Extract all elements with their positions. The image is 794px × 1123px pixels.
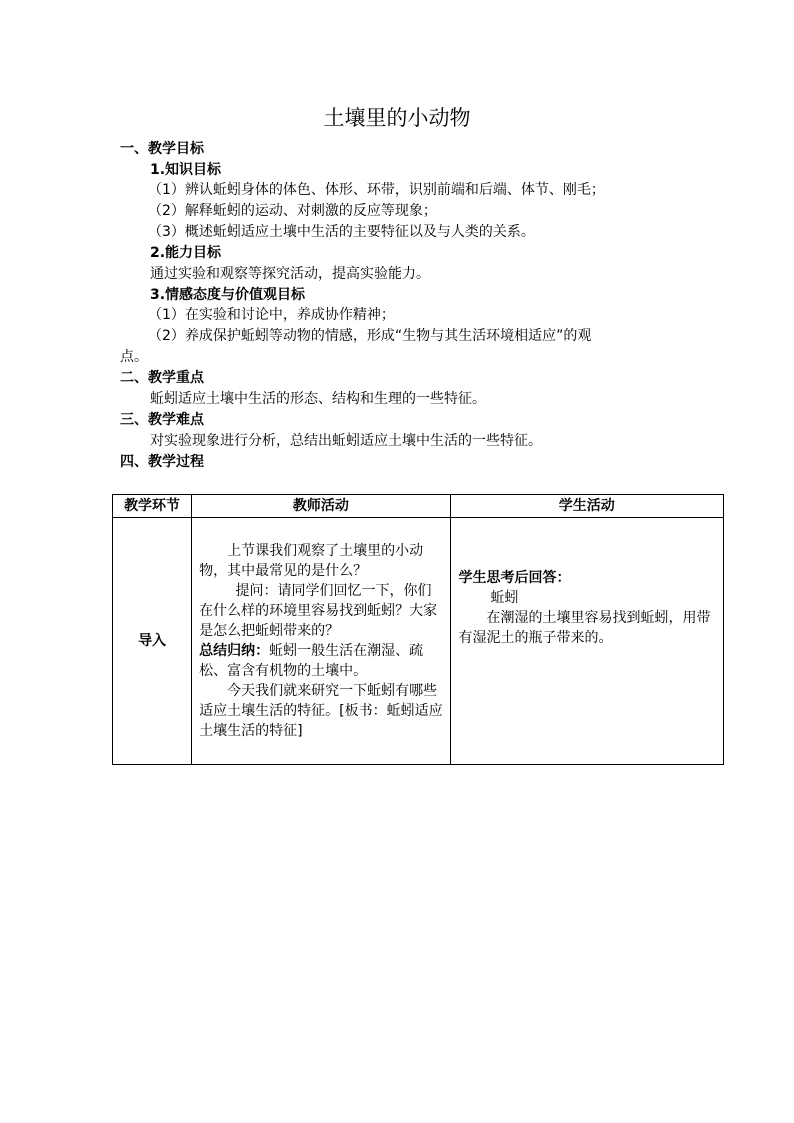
process-table [112, 494, 724, 765]
attitude-item-2-continuation: 点。 [120, 349, 148, 365]
knowledge-item-3: （3）概述蚯蚓适应土壤中生活的主要特征以及与人类的关系。 [148, 224, 535, 240]
objectives-heading: 一、教学目标 [120, 141, 204, 157]
table-row [113, 518, 724, 765]
summary-text: 蚯蚓一般生活在潮湿、疏松、富含有机物的土壤中。 [199, 643, 424, 679]
teacher-activity-cell [192, 518, 450, 765]
ability-heading: 2.能力目标 [150, 245, 222, 261]
student-activity-cell [450, 518, 723, 765]
key-point-heading: 二、教学重点 [120, 370, 204, 386]
knowledge-item-2: （2）解释蚯蚓的运动、对刺激的反应等现象； [148, 203, 437, 219]
attitude-item-1: （1）在实验和讨论中，养成协作精神； [148, 307, 395, 323]
student-answer-1: 蚯蚓 [490, 590, 519, 606]
process-heading: 四、教学过程 [120, 454, 204, 470]
page-title: 土壤里的小动物 [323, 106, 471, 130]
teacher-paragraph-4: 今天我们就来研究一下蚯蚓有哪些适应土壤生活的特征。[板书：蚯蚓适应土壤生活的特征] [199, 683, 443, 739]
attitude-heading: 3.情感态度与价值观目标 [150, 287, 306, 303]
teacher-summary [199, 641, 443, 681]
table-header-row [113, 495, 724, 518]
key-point-text: 蚯蚓适应土壤中生活的形态、结构和生理的一些特征。 [150, 391, 486, 407]
header-stage: 教学环节 [113, 495, 192, 518]
header-teacher-activity: 教师活动 [192, 495, 450, 518]
attitude-item-2: （2）养成保护蚯蚓等动物的情感，形成“生物与其生活环境相适应”的观 [148, 328, 592, 344]
teacher-paragraph-1: 上节课我们观察了土壤里的小动物，其中最常见的是什么？ [199, 543, 424, 579]
difficulty-heading: 三、教学难点 [120, 412, 204, 428]
summary-label: 总结归纳： [199, 643, 270, 659]
stage-cell: 导入 [113, 518, 192, 765]
header-student-activity: 学生活动 [450, 495, 723, 518]
ability-text: 通过实验和观察等探究活动，提高实验能力。 [150, 266, 430, 282]
teacher-paragraph-2: 提问：请同学们回忆一下，你们在什么样的环境里容易找到蚯蚓？大家是怎么把蚯蚓带来的？ [199, 583, 438, 639]
student-answer-2: 在潮湿的土壤里容易找到蚯蚓，用带有湿泥土的瓶子带来的。 [458, 610, 711, 646]
knowledge-item-1: （1）辨认蚯蚓身体的体色、体形、环带，识别前端和后端、体节、刚毛； [148, 182, 605, 198]
difficulty-text: 对实验现象进行分析，总结出蚯蚓适应土壤中生活的一些特征。 [150, 433, 542, 449]
knowledge-heading: 1.知识目标 [150, 162, 222, 178]
student-label: 学生思考后回答： [458, 570, 571, 586]
